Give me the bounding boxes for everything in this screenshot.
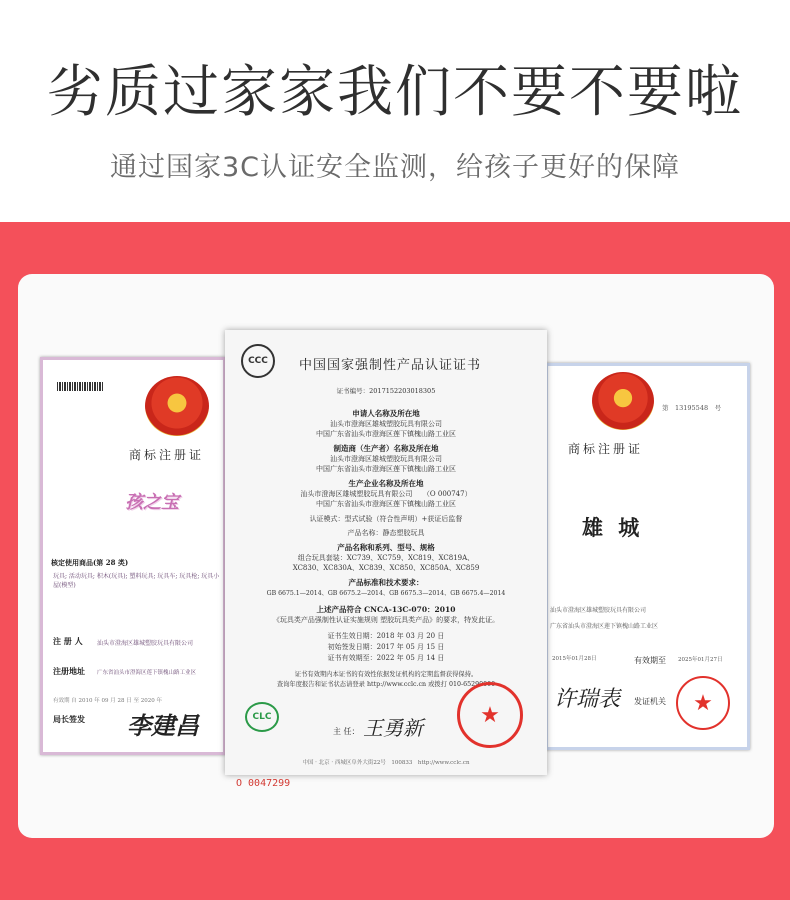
validity-dates: 有效期 自 2010 年 09 月 28 日 至 2020 年 [53, 698, 162, 704]
effective-date: 证书生效日期：2018 年 03 月 20 日 [327, 632, 445, 640]
product-name: 产品名称：静态塑胶玩具 [347, 529, 425, 537]
page-title: 劣质过家家我们不要不要啦 [47, 60, 743, 125]
applicant-address: 中国广东省汕头市澄海区莲下镇槐山路工业区 [316, 430, 456, 438]
trademark-certificate-left [40, 357, 226, 755]
expiry-date: 证书有效期至：2022 年 05 月 14 日 [327, 654, 445, 662]
address-value: 广东省汕头市澄海区莲下镇槐山路工业区 [97, 670, 197, 676]
national-emblem-icon [592, 372, 654, 430]
maker-heading: 制造商（生产者）名称及所在地 [333, 444, 439, 453]
valid-label: 有效期至 [634, 656, 666, 665]
maker-address: 中国广东省汕头市澄海区莲下镇槐山路工业区 [316, 465, 456, 473]
owner-address: 广东省汕头市澄海区莲下镇槐山路工业区 [550, 623, 659, 630]
rule-line: 上述产品符合 CNCA-13C-070：2010 [316, 605, 456, 614]
factory-heading: 生产企业名称及所在地 [348, 479, 424, 488]
director-label: 主 任： [333, 727, 360, 736]
date-left: 2015年01月28日 [552, 656, 597, 662]
goods-category: 核定使用商品(第 28 类) [51, 558, 129, 567]
goods-list: 玩具; 活动玩具; 积木(玩具); 塑料玩具; 玩具车; 玩具枪; 玩具小屋(模型) [53, 573, 220, 589]
date-right: 2025年01月27日 [678, 657, 723, 663]
brand-name: 雄 城 [582, 515, 644, 540]
trademark-office-seal: ★ [676, 676, 730, 730]
series-models-1: 组合玩具套装：XC739、XC759、XC819、XC819A、 [297, 554, 475, 562]
footer-address: 中国 · 北京 · 西城区阜外大街22号 100833 http://www.cclc.cn [302, 760, 470, 766]
issuer-label: 发证机关 [634, 697, 666, 706]
header [0, 0, 790, 222]
ccc-certificate [225, 330, 547, 775]
certificate-number: 证书编号：2017152203018305 [336, 387, 436, 395]
clc-logo-icon: CLC [245, 702, 279, 732]
certification-seal: ★ [457, 682, 523, 748]
applicant-heading: 申请人名称及所在地 [352, 409, 420, 418]
standard-heading: 产品标准和技术要求： [348, 578, 424, 587]
registrant-value: 汕头市澄海区雄城塑胶玩具有限公司 [97, 640, 194, 647]
ccc-logo-icon: CCC [241, 344, 275, 378]
trademark-certificate-right [545, 363, 750, 750]
certificate-title: 商标注册证 [568, 442, 644, 456]
initial-issue-date: 初始签发日期：2017 年 05 月 15 日 [327, 643, 445, 651]
factory-name: 汕头市澄海区雄城塑胶玩具有限公司 （O 000747） [300, 490, 472, 498]
standard-list: GB 6675.1—2014、GB 6675.2—2014、GB 6675.3—2014、GB 6675.4—2014 [266, 590, 506, 597]
certificate-title: 中国国家强制性产品认证证书 [299, 358, 482, 373]
rule-line-2: 《玩具类产品强制性认证实施规则 塑胶玩具类产品》的要求，特发此证。 [272, 616, 500, 624]
address-label: 注册地址 [53, 666, 85, 676]
query-notice: 查询年度报告和证书状态请登录 http://www.cclc.cn 或拨打 010-65290000 [276, 681, 496, 688]
signature: 李建昌 [127, 711, 199, 740]
brand-logo: 孩之宝 [125, 492, 179, 513]
signer-label: 局长签发 [53, 714, 85, 724]
certification-mode: 认证模式：型式试验（符合性声明）+获证后监督 [309, 515, 463, 523]
factory-address: 中国广东省汕头市澄海区莲下镇槐山路工业区 [316, 500, 456, 508]
barcode [57, 382, 103, 391]
maker-name: 汕头市澄海区雄城塑胶玩具有限公司 [330, 455, 442, 463]
registrant-label: 注 册 人 [53, 636, 83, 646]
page-subtitle: 通过国家3C认证安全监测，给孩子更好的保障 [109, 152, 681, 183]
director-signature: 王勇新 [363, 716, 423, 740]
serial-number: O 0047299 [236, 778, 291, 789]
owner-name: 汕头市澄海区雄城塑胶玩具有限公司 [550, 607, 647, 614]
signature: 许瑞表 [554, 687, 621, 712]
series-heading: 产品名称和系列、型号、规格 [337, 543, 435, 552]
national-emblem-icon [145, 376, 209, 436]
applicant-name: 汕头市澄海区雄城塑胶玩具有限公司 [330, 420, 442, 428]
validity-notice: 证书有效期内本证书的有效性依据发证机构的定期监督获得保持。 [294, 671, 478, 678]
registration-number: 第 13195548 号 [662, 404, 722, 412]
certificate-title: 商标注册证 [129, 448, 205, 462]
series-models-2: XC830、XC830A、XC839、XC850、XC850A、XC859 [292, 564, 480, 572]
